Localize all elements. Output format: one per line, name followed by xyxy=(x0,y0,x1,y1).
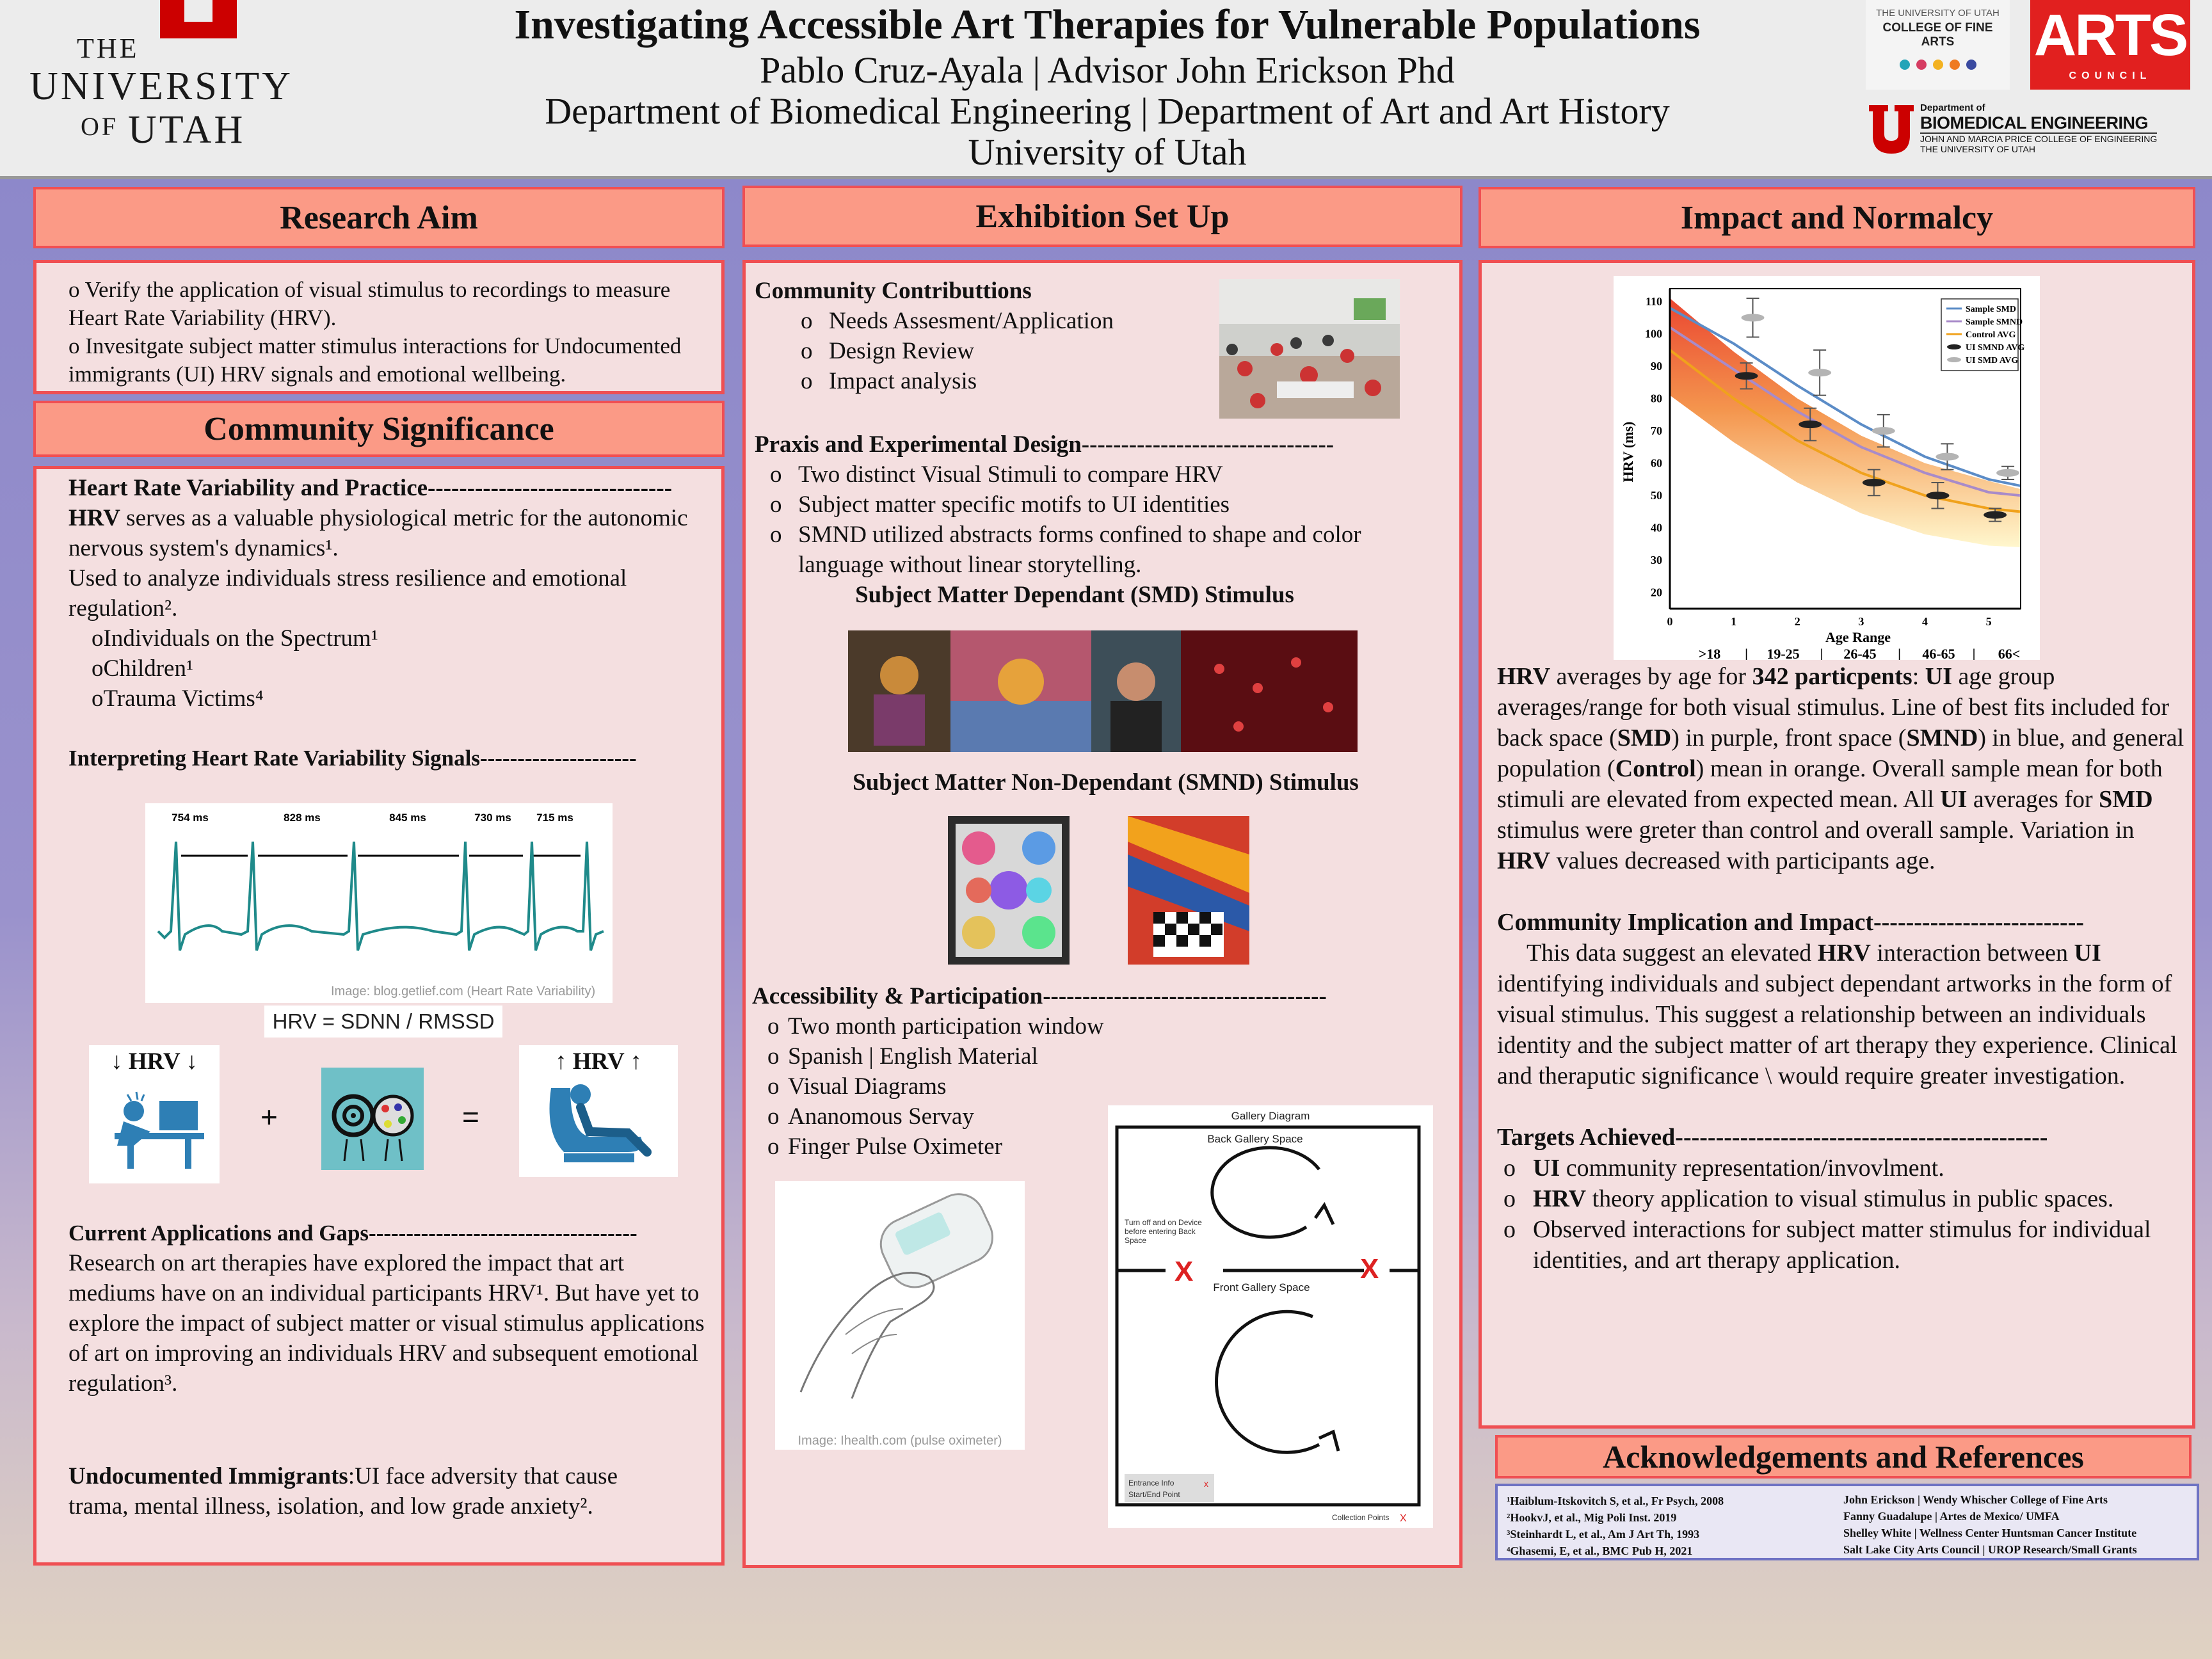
hrv-up-label: ↑ HRV ↑ xyxy=(555,1048,642,1075)
data-point xyxy=(1872,427,1895,435)
list-item: o Ananomous Servay xyxy=(767,1103,974,1130)
list-item-text: Impact analysis xyxy=(829,368,977,394)
list-item: o Observed interactions for subject matter stimulus for individual identities, and art therapy application. xyxy=(1503,1214,2188,1276)
list-item-text: Visual Diagrams xyxy=(788,1073,947,1100)
collection-point-x: X xyxy=(1360,1253,1379,1285)
pulse-oximeter-icon xyxy=(775,1181,1025,1431)
data-point xyxy=(1926,492,1949,499)
arts-line1: ARTS xyxy=(2033,3,2187,68)
list-item: o Needs Assesment/Application xyxy=(801,308,1114,334)
authors: Pablo Cruz-Ayala | Advisor John Erickson Phd xyxy=(760,49,1455,91)
list-item: o UI community representation/invovlment. xyxy=(1503,1153,2188,1183)
thanks-item: Shelley White | Wellness Center Huntsman Cancer Institute xyxy=(1843,1527,2137,1539)
list-item: o Subject matter specific motifs to UI identities xyxy=(770,492,1230,518)
relaxed-person-figure xyxy=(519,1045,678,1177)
bme-logo xyxy=(1869,102,2189,166)
age-separator: | xyxy=(1745,646,1748,660)
x-axis-label: Age Range xyxy=(1825,629,1891,645)
gallery-diagram xyxy=(1108,1105,1433,1528)
x-tick-label: 3 xyxy=(1858,615,1864,628)
title-block xyxy=(358,0,1856,173)
x-tick-label: 1 xyxy=(1731,615,1737,628)
chart-legend xyxy=(1941,299,2024,371)
y-tick-label: 90 xyxy=(1651,360,1662,373)
list-item: o Impact analysis xyxy=(801,368,977,394)
list-item-text: Ananomous Servay xyxy=(788,1103,974,1130)
y-tick-label: 110 xyxy=(1645,295,1662,309)
bme-line1: Department of xyxy=(1920,102,1985,113)
reference-item: ³Steinhardt L, et al., Am J Art Th, 1993 xyxy=(1507,1528,1700,1541)
list-item: o Visual Diagrams xyxy=(767,1073,947,1100)
ecg-interval-label: 715 ms xyxy=(536,812,573,824)
thanks-item: John Erickson | Wendy Whischer College of Fine Arts xyxy=(1843,1493,2108,1506)
list-item-text: Children¹ xyxy=(103,655,194,682)
age-range-label: 66< xyxy=(1998,646,2021,660)
target-text: UI community representation/invovlment. xyxy=(1533,1155,1944,1182)
logo-of: OF xyxy=(81,112,119,141)
hrv-practice-heading: Heart Rate Variability and Practice------------------------------- xyxy=(68,475,673,501)
x-tick-label: 2 xyxy=(1794,615,1800,628)
aim-item-2: o Invesitgate subject matter stimulus interactions for Undocumented immigrants (UI) HRV signals and emotional wellbeing. xyxy=(68,333,682,387)
list-item-text: Two month participation window xyxy=(788,1013,1104,1039)
reference-item: ¹Haiblum-Itskovitch S, et al., Fr Psych, 2008 xyxy=(1507,1495,1724,1507)
x-tick-label: 4 xyxy=(1922,615,1928,628)
apps-text: Research on art therapies have explored the impact that art mediums have on an individual participants HRV¹. But have yet to explore the impact of subject matter or visual stimulus applications of art on improving an individuals HRV and subsequent emotional regulation³. xyxy=(68,1250,705,1397)
list-item-text: Trauma Victims⁴ xyxy=(103,685,264,712)
reference-item: ⁴Ghasemi, E, et al., BMC Pub H, 2021 xyxy=(1507,1544,1693,1557)
list-item: o Two distinct Visual Stimuli to compare HRV xyxy=(770,461,1223,488)
front-space-label: Front Gallery Space xyxy=(1213,1281,1310,1294)
list-item: o Two month participation window xyxy=(767,1013,1104,1039)
list-item: oIndividuals on the Spectrum¹ xyxy=(92,625,378,652)
age-range-label: 46-65 xyxy=(1922,646,1955,660)
poster-title: Investigating Accessible Art Therapies for Vulnerable Populations xyxy=(514,1,1701,48)
y-tick-label: 100 xyxy=(1645,327,1662,341)
college-fine-arts-logo xyxy=(1866,0,2010,90)
community-significance-panel xyxy=(33,466,725,1566)
arts-council-logo xyxy=(2030,0,2190,90)
ui-heading: Undocumented Immigrants xyxy=(68,1463,348,1489)
logo-university: UNIVERSITY xyxy=(29,65,293,108)
age-separator: | xyxy=(1972,646,1976,660)
list-item: o SMND utilized abstracts forms confined to shape and color language without linear storytelling. xyxy=(770,520,1459,580)
stressed-person-icon xyxy=(89,1075,220,1171)
impact-heading: Impact and Normalcy xyxy=(1479,187,2195,248)
list-item: oChildren¹ xyxy=(92,655,194,682)
list-item-text: Design Review xyxy=(829,338,975,364)
block-u-icon xyxy=(160,0,237,38)
front-path-arrow xyxy=(1217,1311,1319,1452)
cfa-line1: THE UNIVERSITY OF UTAH xyxy=(1876,8,2000,19)
hrv-text-1 xyxy=(68,503,721,563)
gallery-title: Gallery Diagram xyxy=(1231,1110,1310,1122)
hrv-down-label: ↓ HRV ↓ xyxy=(111,1048,198,1075)
legend-start: Start/End Point xyxy=(1128,1490,1180,1499)
legend-collection-x: X xyxy=(1400,1513,1407,1524)
y-tick-label: 20 xyxy=(1651,586,1662,599)
legend-collection: Collection Points xyxy=(1332,1513,1390,1522)
ecg-trace xyxy=(158,842,604,950)
age-range-label: 26-45 xyxy=(1843,646,1877,660)
target-text: HRV theory application to visual stimulus in public spaces. xyxy=(1533,1185,2114,1212)
implication-heading: Community Implication and Impact-------------------------- xyxy=(1497,909,2085,936)
y-tick-label: 50 xyxy=(1651,489,1662,502)
list-item: o Design Review xyxy=(801,338,975,364)
ecg-interval-label: 828 ms xyxy=(284,812,321,824)
cfa-line2: COLLEGE OF FINE ARTS xyxy=(1882,21,1993,49)
ecg-chart xyxy=(145,803,613,1003)
ecg-caption: Image: blog.getlief.com (Heart Rate Variability) xyxy=(331,984,596,998)
art-palette-figure xyxy=(321,1068,424,1170)
bme-line3: JOHN AND MARCIA PRICE COLLEGE OF ENGINEERING xyxy=(1920,134,2158,144)
access-heading: Accessibility & Participation------------------------------------ xyxy=(752,983,1327,1009)
age-separator: | xyxy=(1820,646,1823,660)
hrv-formula: HRV = SDNN / RMSSD xyxy=(264,1006,502,1038)
university-of-utah-logo xyxy=(26,0,307,160)
ecg-figure xyxy=(145,803,613,1003)
hrv-definition: serves as a valuable physiological metric for the autonomic nervous system's dynamics¹. xyxy=(68,505,688,561)
ecg-interval-label: 845 ms xyxy=(389,812,426,824)
list-item-text: Finger Pulse Oximeter xyxy=(788,1134,1003,1160)
x-tick-label: 5 xyxy=(1985,615,1992,628)
smnd-heading: Subject Matter Non-Dependant (SMND) Stimulus xyxy=(853,769,1359,796)
hrv-chart xyxy=(1614,276,2040,660)
targets-heading: Targets Achieved---------------------------------------------- xyxy=(1497,1124,2048,1151)
praxis-heading: Praxis and Experimental Design-------------------------------- xyxy=(755,431,1334,458)
bme-line2: BIOMEDICAL ENGINEERING xyxy=(1920,113,2157,134)
plus-sign: + xyxy=(260,1100,278,1134)
legend-entry: UI SMND AVG xyxy=(1966,343,2025,353)
data-point xyxy=(1863,479,1886,486)
institution: University of Utah xyxy=(968,131,1247,173)
stressed-person-figure xyxy=(89,1045,220,1183)
device-note: Turn off and on Device before entering Back Space xyxy=(1125,1218,1202,1245)
reference-item: ²HookvJ, et al., Mig Poli Inst. 2019 xyxy=(1507,1511,1677,1524)
age-range-label: >18 xyxy=(1698,646,1721,660)
y-tick-label: 70 xyxy=(1651,424,1662,438)
data-point xyxy=(1742,314,1765,321)
interp-heading: Interpreting Heart Rate Variability Signals--------------------- xyxy=(68,746,637,771)
y-tick-label: 60 xyxy=(1651,456,1662,470)
smnd-stimulus-quilt xyxy=(948,816,1070,965)
legend-entry: Sample SMND xyxy=(1966,317,2023,327)
ui-text: :UI face adversity that cause trama, mental illness, isolation, and low grade anxiety². xyxy=(68,1463,618,1519)
departments: Department of Biomedical Engineering | Department of Art and Art History xyxy=(545,90,1670,132)
y-tick-label: 30 xyxy=(1651,554,1662,567)
gallery-diagram-svg xyxy=(1108,1105,1433,1528)
age-range-label: 19-25 xyxy=(1767,646,1800,660)
list-item-text: Spanish | English Material xyxy=(788,1043,1038,1070)
relaxed-person-icon xyxy=(519,1075,678,1171)
ecg-interval-label: 754 ms xyxy=(172,812,209,824)
bme-line4: THE UNIVERSITY OF UTAH xyxy=(1920,144,2035,154)
smd-heading: Subject Matter Dependant (SMD) Stimulus xyxy=(855,582,1294,608)
apps-heading: Current Applications and Gaps------------------------------------ xyxy=(68,1221,637,1246)
cfa-dots-icon xyxy=(1866,60,2010,73)
list-item: o Finger Pulse Oximeter xyxy=(767,1134,1003,1160)
implication-text: This data suggest an elevated HRV interaction between UI identifying individuals and subject dependant artworks in the form of visual stimulus. This suggest a relationship between an individuals identity and the subject matter of art therapy they experience. Clinical and theraputic significance \ would require greater investigation. xyxy=(1497,940,2177,1089)
legend-entry: Control AVG xyxy=(1966,330,2016,340)
list-item-text: Subject matter specific motifs to UI identities xyxy=(798,492,1230,518)
legend-entry: UI SMD AVG xyxy=(1966,356,2019,365)
bme-text xyxy=(1920,102,2157,154)
hrv-text-2: Used to analyze individuals stress resilience and emotional regulation². xyxy=(68,565,627,621)
arts-line2: COUNCIL xyxy=(2069,70,2152,81)
exhibition-heading: Exhibition Set Up xyxy=(742,186,1463,247)
data-point xyxy=(1808,369,1831,376)
gallery-outline xyxy=(1117,1127,1419,1505)
legend-x: x xyxy=(1204,1479,1208,1489)
list-item-text: Individuals on the Spectrum¹ xyxy=(103,625,378,652)
age-separator: | xyxy=(1898,646,1901,660)
list-item: oTrauma Victims⁴ xyxy=(92,685,264,712)
data-point xyxy=(1996,469,2019,477)
target-text: Observed interactions for subject matter stimulus for individual identities, and art therapy application. xyxy=(1533,1216,2151,1274)
thanks-item: Fanny Guadalupe | Artes de Mexico/ UMFA xyxy=(1843,1510,2060,1523)
exhibition-panel xyxy=(742,260,1463,1568)
community-workshop-photo xyxy=(1219,279,1400,419)
hrv-chart-svg xyxy=(1614,276,2040,660)
thanks-item: Salt Lake City Arts Council | UROP Research/Small Grants xyxy=(1843,1543,2137,1556)
logo-the: THE xyxy=(77,33,140,64)
oximeter-caption: Image: Ihealth.com (pulse oximeter) xyxy=(797,1434,1002,1448)
back-path-arrow xyxy=(1212,1148,1319,1237)
list-item-text: Two distinct Visual Stimuli to compare HRV xyxy=(798,461,1223,488)
bme-u-icon xyxy=(1869,105,1914,154)
aim-item-1: o Verify the application of visual stimulus to recordings to measure Heart Rate Variability (HRV). xyxy=(68,277,671,330)
oximeter-figure xyxy=(775,1181,1025,1450)
research-aim-panel xyxy=(33,260,725,394)
community-significance-heading: Community Significance xyxy=(33,401,725,457)
legend-entrance: Entrance Info xyxy=(1128,1479,1174,1487)
chart-summary: HRV averages by age for 342 particpents: UI age group averages/range for both visual stimulus. Line of best fits included for back space (SMD) in purple, front space (SMND) in blue, and general population (Control) mean in orange. Overall sample mean for both stimuli are elevated from expected mean. All UI averages for SMD stimulus were greter than control and overall sample. Variation in HRV values decreased with participants age. xyxy=(1497,663,2184,874)
data-point xyxy=(1799,421,1822,428)
y-tick-label: 80 xyxy=(1651,392,1662,405)
logo-utah: UTAH xyxy=(128,108,246,152)
list-item-text: SMND utilized abstracts forms confined to shape and color language without linear storytelling. xyxy=(798,522,1361,578)
data-point xyxy=(1984,511,2007,519)
collection-point-x: X xyxy=(1174,1256,1194,1287)
art-palette-icon xyxy=(321,1068,424,1170)
list-item: o HRV theory application to visual stimulus in public spaces. xyxy=(1503,1183,2188,1214)
hrv-term: HRV xyxy=(68,505,120,531)
ack-heading: Acknowledgements and References xyxy=(1495,1435,2192,1479)
smnd-stimulus-abstract xyxy=(1128,816,1249,965)
back-space-label: Back Gallery Space xyxy=(1207,1133,1303,1145)
x-tick-label: 0 xyxy=(1667,615,1673,628)
list-item-text: Needs Assesment/Application xyxy=(829,308,1114,334)
y-tick-label: 40 xyxy=(1651,521,1662,534)
research-aim-heading: Research Aim xyxy=(33,187,725,248)
ecg-interval-label: 730 ms xyxy=(474,812,511,824)
poster-header xyxy=(0,0,2212,179)
contrib-heading: Community Contributtions xyxy=(755,278,1032,304)
data-point xyxy=(1735,372,1758,380)
smd-stimulus-images xyxy=(848,630,1358,752)
references-panel xyxy=(1495,1484,2199,1560)
data-point xyxy=(1936,453,1959,461)
list-item: o Spanish | English Material xyxy=(767,1043,1038,1070)
equals-sign: = xyxy=(462,1100,479,1134)
y-axis-label: HRV (ms) xyxy=(1620,421,1636,483)
legend-entry: Sample SMD xyxy=(1966,305,2016,314)
impact-panel xyxy=(1479,260,2195,1429)
